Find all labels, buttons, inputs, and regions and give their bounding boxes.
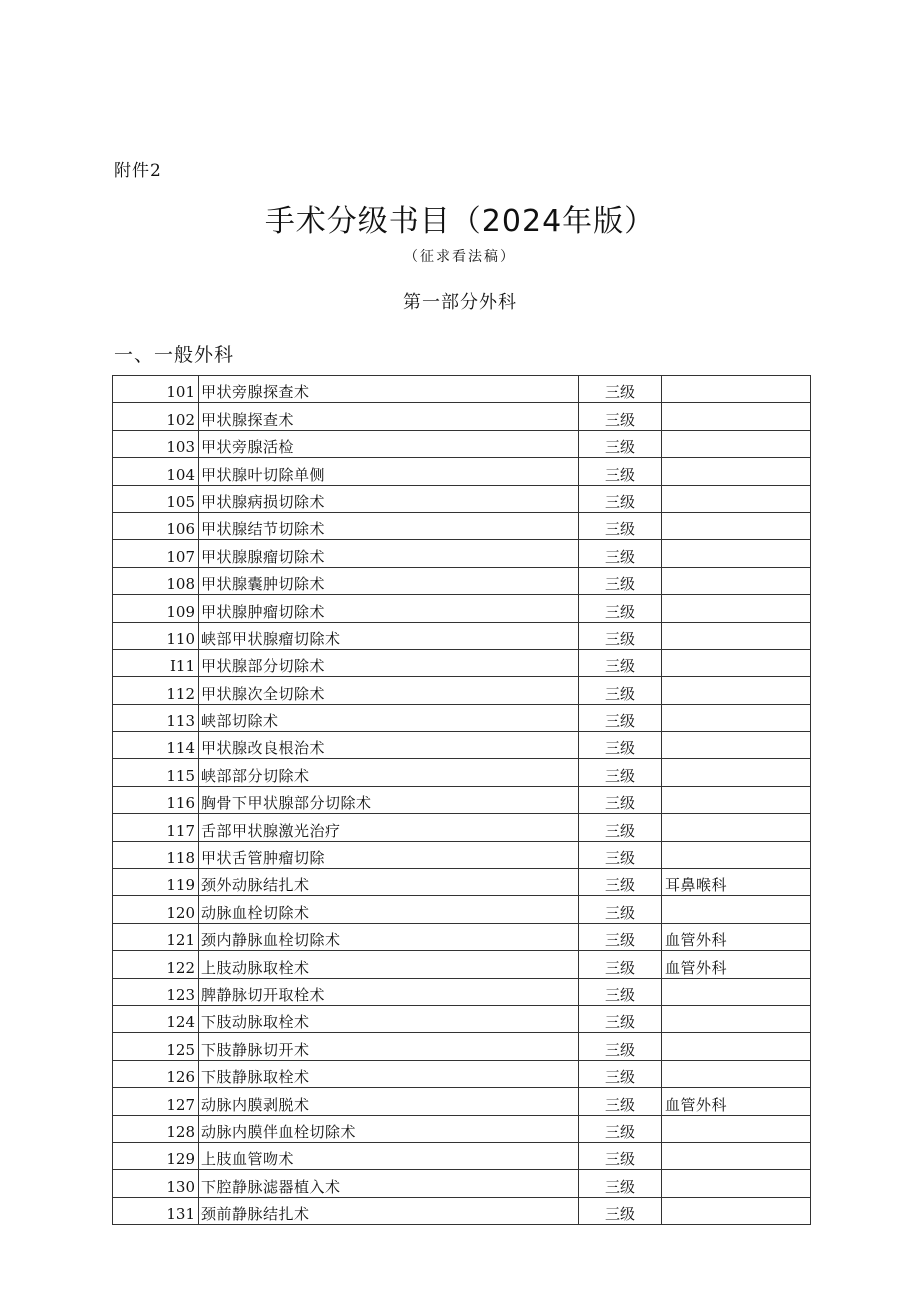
procedure-name: 下肢静脉取栓术 [199,1060,579,1087]
procedure-name: 下肢静脉切开术 [199,1033,579,1060]
procedure-level: 三级 [579,814,662,841]
department-note: 耳鼻喉科 [662,869,811,896]
procedure-name: 上肢动脉取栓术 [199,951,579,978]
row-number: 122 [113,951,199,978]
table-row [113,512,811,539]
procedure-name: 颈外动脉结扎术 [199,869,579,896]
procedure-level: 三级 [579,759,662,786]
department-note: 血管外科 [662,951,811,978]
row-number: 131 [113,1197,199,1224]
procedure-level: 三级 [579,1005,662,1032]
procedure-name: 颈内静脉血栓切除术 [199,923,579,950]
procedure-name: 胸骨下甲状腺部分切除术 [199,786,579,813]
procedure-name: 甲状腺叶切除单侧 [199,458,579,485]
table-row [113,923,811,950]
row-number: 127 [113,1088,199,1115]
procedure-table-body [113,376,811,1225]
procedure-name: 峡部切除术 [199,704,579,731]
table-row [113,1170,811,1197]
table-row [113,622,811,649]
department-note [662,704,811,731]
row-number: 101 [113,376,199,403]
procedure-level: 三级 [579,595,662,622]
procedure-level: 三级 [579,978,662,1005]
table-row [113,759,811,786]
department-note [662,814,811,841]
row-number: 130 [113,1170,199,1197]
table-row [113,841,811,868]
table-row [113,458,811,485]
procedure-name: 甲状腺部分切除术 [199,649,579,676]
table-row [113,786,811,813]
procedure-name: 动脉内膜剥脱术 [199,1088,579,1115]
row-number: 124 [113,1005,199,1032]
row-number: 108 [113,567,199,594]
procedure-level: 三级 [579,869,662,896]
procedure-level: 三级 [579,1170,662,1197]
table-row [113,978,811,1005]
procedure-level: 三级 [579,896,662,923]
procedure-name: 甲状腺囊肿切除术 [199,567,579,594]
procedure-name: 舌部甲状腺激光治疗 [199,814,579,841]
row-number: 104 [113,458,199,485]
department-note [662,1033,811,1060]
procedure-table [112,375,811,1225]
procedure-name: 甲状腺肿瘤切除术 [199,595,579,622]
procedure-name: 甲状腺探查术 [199,403,579,430]
row-number: 126 [113,1060,199,1087]
procedure-name: 上肢血管吻术 [199,1142,579,1169]
department-note: 血管外科 [662,1088,811,1115]
table-row [113,403,811,430]
department-note [662,595,811,622]
department-note [662,732,811,759]
procedure-name: 甲状旁腺探查术 [199,376,579,403]
procedure-name: 甲状舌管肿瘤切除 [199,841,579,868]
procedure-level: 三级 [579,567,662,594]
department-note [662,485,811,512]
department-note [662,786,811,813]
department-note [662,1115,811,1142]
procedure-level: 三级 [579,1115,662,1142]
department-note [662,978,811,1005]
row-number: 113 [113,704,199,731]
department-note [662,512,811,539]
procedure-name: 下腔静脉滤器植入术 [199,1170,579,1197]
document-subtitle: （征求看法稿） [404,249,516,265]
table-row [113,485,811,512]
procedure-level: 三级 [579,841,662,868]
table-row [113,1060,811,1087]
procedure-name: 动脉内膜伴血栓切除术 [199,1115,579,1142]
row-number: 128 [113,1115,199,1142]
row-number: 117 [113,814,199,841]
department-note [662,1197,811,1224]
row-number: 103 [113,430,199,457]
row-number: 119 [113,869,199,896]
row-number: I11 [113,649,199,676]
procedure-name: 甲状腺腺瘤切除术 [199,540,579,567]
procedure-level: 三级 [579,786,662,813]
procedure-name: 峡部甲状腺瘤切除术 [199,622,579,649]
table-row [113,567,811,594]
procedure-level: 三级 [579,458,662,485]
department-note [662,376,811,403]
table-row [113,896,811,923]
procedure-name: 下肢动脉取栓术 [199,1005,579,1032]
row-number: 114 [113,732,199,759]
procedure-level: 三级 [579,1142,662,1169]
procedure-level: 三级 [579,951,662,978]
table-row [113,677,811,704]
row-number: 106 [113,512,199,539]
department-note: 血管外科 [662,923,811,950]
table-row [113,704,811,731]
procedure-name: 峡部部分切除术 [199,759,579,786]
row-number: 115 [113,759,199,786]
procedure-level: 三级 [579,1060,662,1087]
table-row [113,1197,811,1224]
row-number: 112 [113,677,199,704]
department-note [662,403,811,430]
department-note [662,1142,811,1169]
row-number: 109 [113,595,199,622]
document-title: 手术分级书目（2024年版） [264,204,656,239]
row-number: 118 [113,841,199,868]
department-note [662,896,811,923]
row-number: 129 [113,1142,199,1169]
department-note [662,540,811,567]
procedure-level: 三级 [579,1033,662,1060]
row-number: 120 [113,896,199,923]
procedure-level: 三级 [579,732,662,759]
department-note [662,1005,811,1032]
procedure-name: 脾静脉切开取栓术 [199,978,579,1005]
table-row [113,732,811,759]
row-number: 116 [113,786,199,813]
procedure-name: 甲状腺改良根治术 [199,732,579,759]
procedure-level: 三级 [579,677,662,704]
procedure-level: 三级 [579,1088,662,1115]
table-row [113,1142,811,1169]
department-note [662,841,811,868]
procedure-level: 三级 [579,704,662,731]
procedure-name: 甲状腺结节切除术 [199,512,579,539]
table-row [113,951,811,978]
table-row [113,649,811,676]
table-row [113,376,811,403]
procedure-level: 三级 [579,430,662,457]
table-row [113,1088,811,1115]
table-row [113,814,811,841]
department-note [662,1060,811,1087]
department-note [662,622,811,649]
table-row [113,869,811,896]
table-row [113,1033,811,1060]
procedure-level: 三级 [579,512,662,539]
department-note [662,567,811,594]
procedure-level: 三级 [579,622,662,649]
department-note [662,1170,811,1197]
section-heading: 一、一般外科 [114,344,235,366]
row-number: 110 [113,622,199,649]
procedure-name: 颈前静脉结扎术 [199,1197,579,1224]
department-note [662,677,811,704]
row-number: 107 [113,540,199,567]
procedure-level: 三级 [579,376,662,403]
procedure-level: 三级 [579,649,662,676]
department-note [662,759,811,786]
table-row [113,1115,811,1142]
procedure-level: 三级 [579,923,662,950]
row-number: 102 [113,403,199,430]
table-row [113,595,811,622]
procedure-level: 三级 [579,485,662,512]
procedure-name: 甲状腺次全切除术 [199,677,579,704]
row-number: 105 [113,485,199,512]
department-note [662,458,811,485]
attachment-label: 附件2 [114,161,162,181]
table-row [113,1005,811,1032]
table-row [113,540,811,567]
department-note [662,430,811,457]
table-row [113,430,811,457]
row-number: 123 [113,978,199,1005]
procedure-name: 甲状旁腺活检 [199,430,579,457]
department-note [662,649,811,676]
procedure-name: 甲状腺病损切除术 [199,485,579,512]
procedure-level: 三级 [579,1197,662,1224]
row-number: 121 [113,923,199,950]
procedure-level: 三级 [579,403,662,430]
procedure-name: 动脉血栓切除术 [199,896,579,923]
part-heading: 第一部分外科 [403,292,517,313]
row-number: 125 [113,1033,199,1060]
procedure-level: 三级 [579,540,662,567]
